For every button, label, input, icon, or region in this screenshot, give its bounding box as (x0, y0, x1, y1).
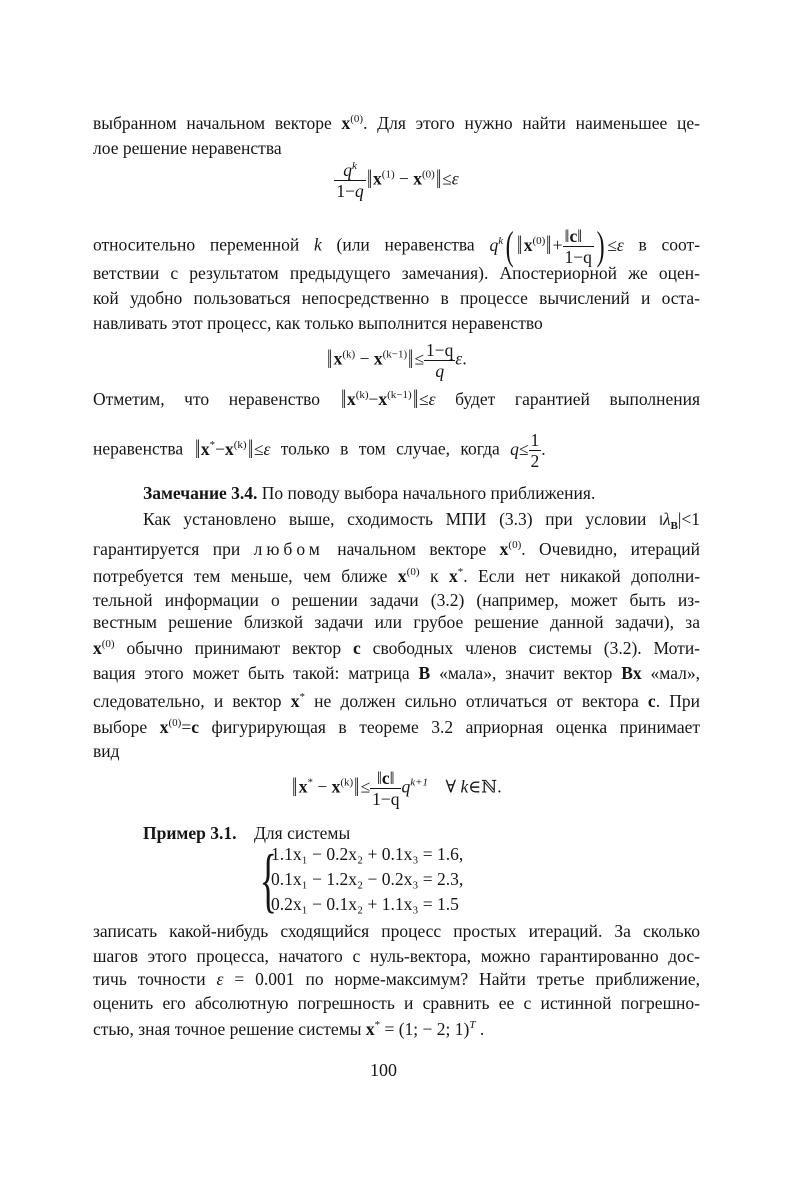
text-line: ветствии с результатом предыдущего замечания). Апостериорной же оцен- (93, 263, 700, 283)
page-number: 100 (370, 1060, 397, 1080)
text-line: навливать этот процесс, как только выполнится неравенство (93, 313, 543, 333)
equation: 0.2x₁ − 0.1x₂ + 1.1x₃ = 1.5 (271, 894, 459, 914)
text-line: потребуется тем меньше, чем ближе $x^{(0)}$ к x*. Если нет никакой дополни- (93, 566, 701, 586)
text-line: гарантируется при любом начальном векторе $x^{(0)}$. Очевидно, итераций (93, 539, 701, 559)
text-line: тичь точности ε = 0.001 по норме-максимум? Найти третье приближение, (93, 969, 701, 989)
example-heading: Пример 3.1. Для системы (143, 823, 351, 843)
text-line: относительно переменной k (или неравенства $q^k$( $‖x^{(0)}‖+$ $\frac{‖c‖}{1-q}$ ) ≤ε в соот- (93, 222, 701, 268)
text-line: неравенства $‖x^*-x^{(k)}‖\le\varepsilon$ только в том случае, когда q≤ $\frac{1}{2}$ . (93, 430, 546, 471)
formula-aposteriori: $‖x^{(k)}$ − $x^{(k-1)}‖\le$ $\frac{1-q}{q}$ ε. (327, 340, 467, 381)
text-line: $x^{(0)}$ обычно принимают вектор c свободных членов системы (3.2). Моти- (93, 638, 701, 658)
text-line: следовательно, и вектор x* не должен сильно отличаться от вектора c. При (93, 691, 701, 711)
text-line: кой удобно пользоваться непосредственно в процессе вычислений и оста- (93, 288, 700, 308)
text-line: записать какой-нибудь сходящийся процесс простых итераций. За сколько (93, 921, 700, 941)
text-line: лое решение неравенства (93, 138, 282, 158)
remark-heading: Замечание 3.4. По поводу выбора начального приближения. (143, 483, 596, 503)
text-line: выборе $x^{(0)}=c$ фигурирующая в теореме 3.2 априорная оценка принимает (93, 717, 701, 737)
text-line: тельной информации о решении задачи (3.2) (например, может быть из- (93, 590, 700, 610)
formula-inline: $q^k$( $‖x^{(0)}‖+$ $\frac{‖c‖}{1-q}$ ) ≤ε (489, 222, 624, 268)
text-line: вация этого может быть такой: матрица B «мала», значит вектор Bx «мал», (93, 663, 701, 683)
text-line: стью, зная точное решение системы x* = (1; − 2; 1)$^T$ . (93, 1019, 485, 1039)
formula-apriori: $\frac{q^k}{1-q}$ $‖x^{(1)}$ − $x^{(0)}‖\le\varepsilon$ (336, 160, 459, 201)
equation: 0.1x₁ − 1.2x₂ − 0.2x₃ = 2.3, (271, 869, 464, 889)
text-line: вид (93, 741, 120, 761)
text-line: вестным решение близкой задачи или грубое решение данной задачи), за (93, 612, 700, 632)
text-line: шагов этого процесса, начатого с нуль-вектора, можно гарантированно дос- (93, 946, 700, 966)
text-line: Отметим, что неравенство $‖x^{(k)}-x^{(k-1)}‖\le\varepsilon$ будет гарантией выполнения (93, 385, 701, 414)
text-line: оценить его абсолютную погрешность и сравнить ее с истинной погрешно- (93, 993, 700, 1013)
equation: 1.1x₁ − 0.2x₂ + 0.1x₃ = 1.6, (271, 844, 464, 864)
text-line: Как установлено выше, сходимость МПИ (3.3) при условии $‖\lambda_B|<1$ (143, 509, 701, 532)
equation-system: { 1.1x₁ − 0.2x₂ + 0.1x₃ = 1.6, 0.1x₁ − 1.2x₂ − 0.2x₃ = 2.3, 0.2x₁ − 0.1x₂ + 1.1x₃ = 1.5 (259, 840, 464, 920)
formula-estimate: ‖x* − $x^{(k)}‖\le$ $\frac{‖c‖}{1-q}$ $q^{k+1}$ ∀ k∈ℕ. (292, 768, 502, 809)
text-line: выбранном начальном векторе $x^{(0)}$. Для этого нужно найти наименьшее це- (93, 113, 700, 133)
